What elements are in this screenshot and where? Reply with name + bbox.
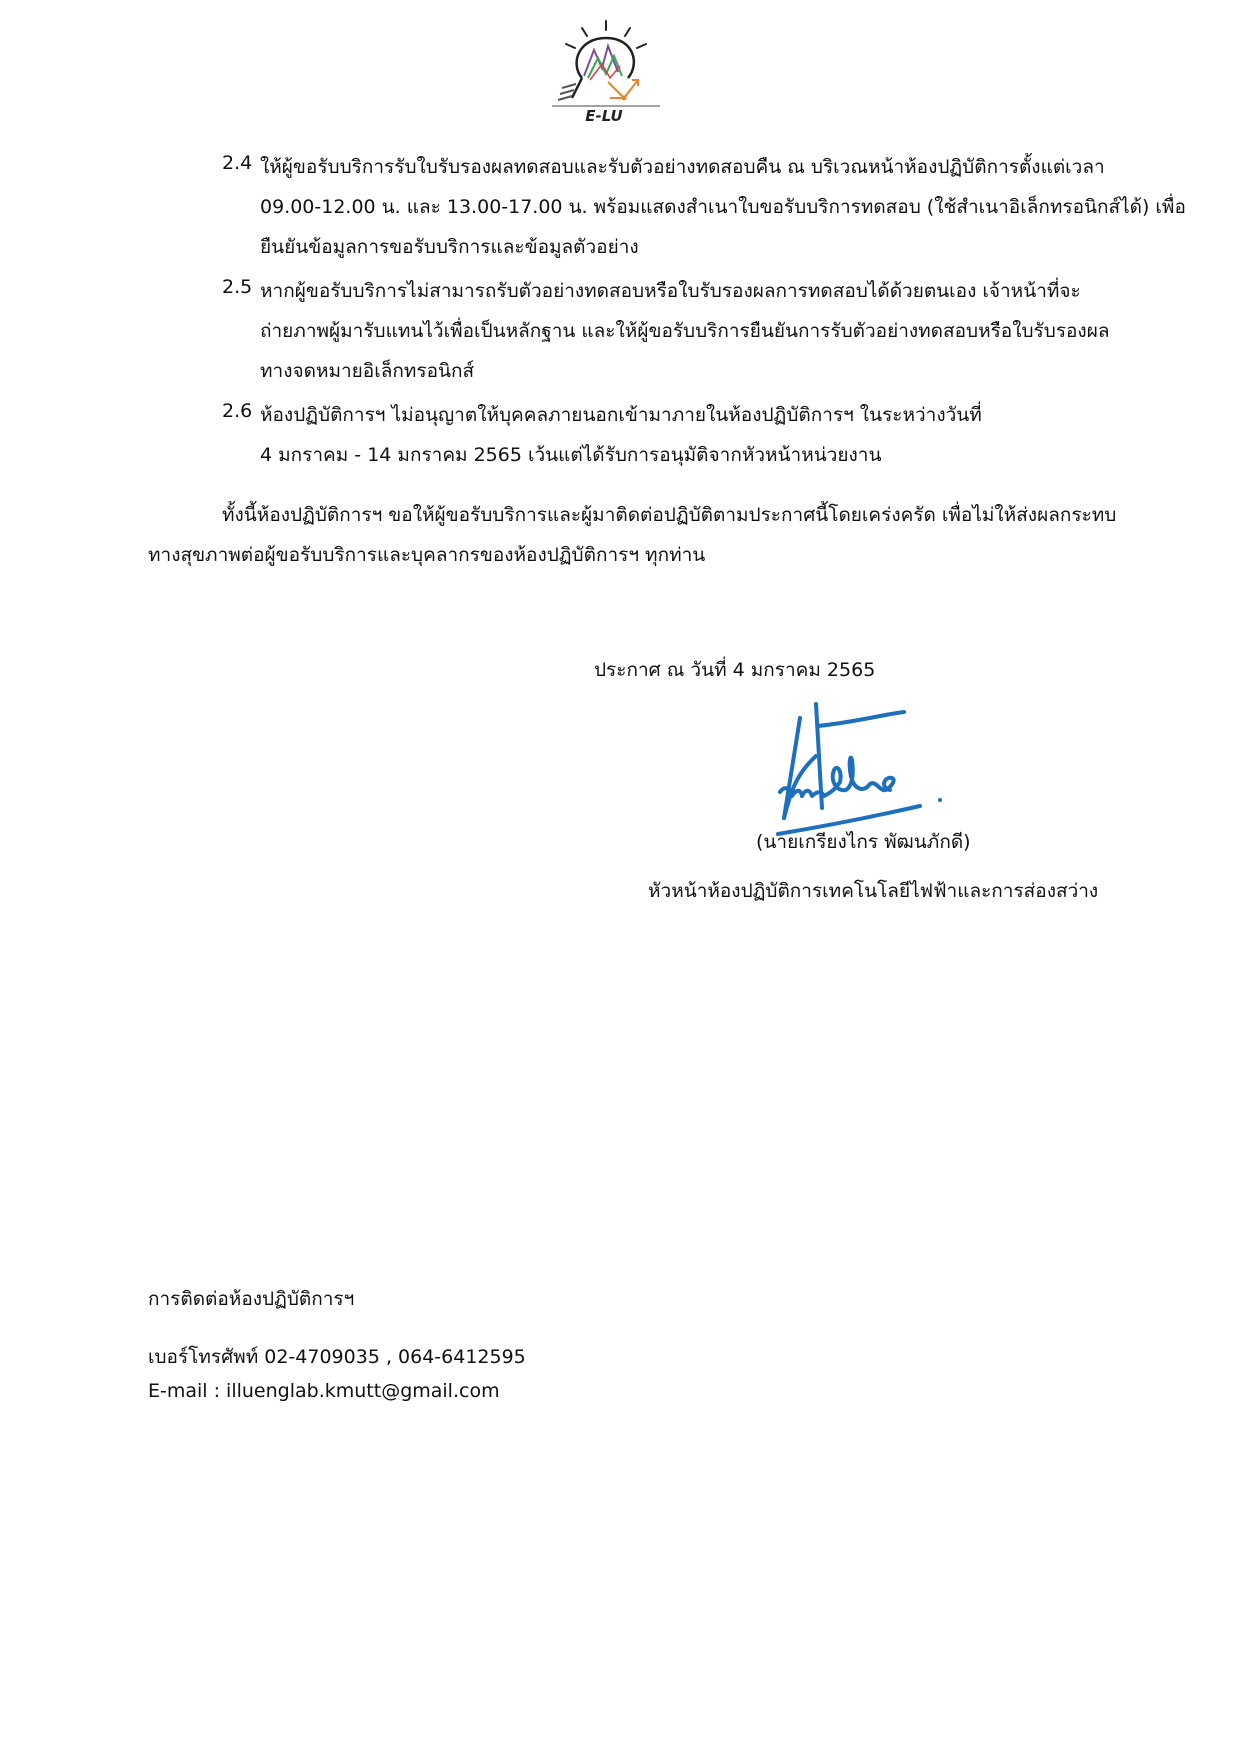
item-line: ถ่ายภาพผู้มารับแทนไว้เพื่อเป็นหลักฐาน และให้ผู้ขอรับบริการยืนยันการรับตัวอย่างทดสอบหรือใบรับรองผล xyxy=(260,320,1110,342)
signature xyxy=(776,696,960,846)
contact-heading: การติดต่อห้องปฏิบัติการฯ xyxy=(148,1288,355,1310)
item-line: ห้องปฏิบัติการฯ ไม่อนุญาตให้บุคคลภายนอกเข้ามาภายในห้องปฏิบัติการฯ ในระหว่างวันที่ xyxy=(260,404,982,426)
contact-email[interactable]: E-mail : illuenglab.kmutt@gmail.com xyxy=(148,1380,500,1402)
item-line: หากผู้ขอรับบริการไม่สามารถรับตัวอย่างทดสอบหรือใบรับรองผลการทดสอบได้ด้วยตนเอง เจ้าหน้าที่จะ xyxy=(260,280,1081,302)
item-number: 2.5 xyxy=(222,276,253,298)
logo-text: E-LU xyxy=(585,107,623,122)
signer-position: หัวหน้าห้องปฏิบัติการเทคโนโลยีไฟฟ้าและการส่องสว่าง xyxy=(648,880,1099,902)
item-line: 4 มกราคม - 14 มกราคม 2565 เว้นแต่ได้รับการอนุมัติจากหัวหน้าหน่วยงาน xyxy=(260,444,882,466)
contact-phone: เบอร์โทรศัพท์ 02-4709035 , 064-6412595 xyxy=(148,1346,526,1368)
item-line: ให้ผู้ขอรับบริการรับใบรับรองผลทดสอบและรับตัวอย่างทดสอบคืน ณ บริเวณหน้าห้องปฏิบัติการตั้งแต่เวลา xyxy=(260,156,1105,178)
closing-line-2: ทางสุขภาพต่อผู้ขอรับบริการและบุคลากรของห้องปฏิบัติการฯ ทุกท่าน xyxy=(148,544,706,566)
elu-logo xyxy=(548,18,664,122)
announcement-date: ประกาศ ณ วันที่ 4 มกราคม 2565 xyxy=(594,659,876,681)
item-number: 2.6 xyxy=(222,400,253,422)
signer-name: (นายเกรียงไกร พัฒนภักดี) xyxy=(756,831,971,853)
item-line: ยืนยันข้อมูลการขอรับบริการและข้อมูลตัวอย่าง xyxy=(260,236,639,258)
item-number: 2.4 xyxy=(222,152,253,174)
item-line: ทางจดหมายอิเล็กทรอนิกส์ xyxy=(260,360,475,382)
closing-line-1: ทั้งนี้ห้องปฏิบัติการฯ ขอให้ผู้ขอรับบริการและผู้มาติดต่อปฏิบัติตามประกาศนี้โดยเคร่งครัด เพื่อไม่ให้ส่งผลกระทบ xyxy=(222,504,1117,526)
item-line: 09.00-12.00 น. และ 13.00-17.00 น. พร้อมแสดงสำเนาใบขอรับบริการทดสอบ (ใช้สำเนาอิเล็กทรอนิกส์ได้) เพื่อ xyxy=(260,196,1186,218)
